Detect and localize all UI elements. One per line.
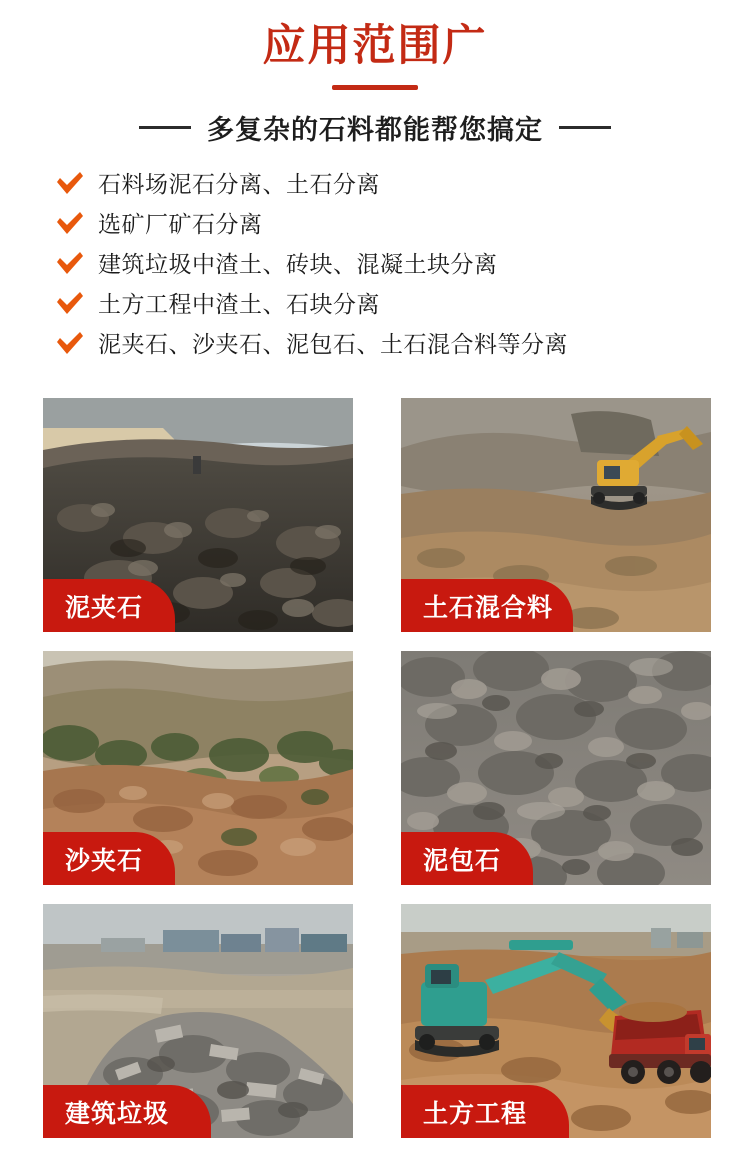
page-subtitle: 多复杂的石料都能帮您搞定 <box>207 115 543 146</box>
check-icon <box>56 211 84 237</box>
list-item-label: 石料场泥石分离、土石分离 <box>98 170 380 197</box>
gallery-caption: 建筑垃圾 <box>43 1085 211 1138</box>
gallery-item <box>43 398 353 632</box>
gallery-item <box>401 904 711 1138</box>
gallery-caption: 土方工程 <box>401 1085 569 1138</box>
check-icon <box>56 171 84 197</box>
list-item <box>56 289 750 319</box>
list-item-label: 泥夹石、沙夹石、泥包石、土石混合料等分离 <box>98 330 568 357</box>
gallery-caption: 泥包石 <box>401 832 533 885</box>
photo-gallery <box>43 398 711 1138</box>
gallery-item <box>43 651 353 885</box>
subtitle-dash-right <box>559 126 611 129</box>
list-item <box>56 209 750 239</box>
page-title: 应用范围广 <box>262 22 488 70</box>
list-item <box>56 249 750 279</box>
gallery-caption: 泥夹石 <box>43 579 175 632</box>
gallery-caption: 土石混合料 <box>401 579 573 632</box>
subtitle-row <box>0 108 750 147</box>
list-item-label: 建筑垃圾中渣土、砖块、混凝土块分离 <box>98 250 498 277</box>
gallery-item <box>401 651 711 885</box>
check-icon <box>56 331 84 357</box>
check-icon <box>56 291 84 317</box>
title-underline <box>332 85 418 90</box>
gallery-item <box>43 904 353 1138</box>
feature-list <box>0 169 750 359</box>
list-item <box>56 169 750 199</box>
check-icon <box>56 251 84 277</box>
list-item-label: 土方工程中渣土、石块分离 <box>98 290 380 317</box>
list-item <box>56 329 750 359</box>
gallery-item <box>401 398 711 632</box>
list-item-label: 选矿厂矿石分离 <box>98 210 263 237</box>
gallery-caption: 沙夹石 <box>43 832 175 885</box>
subtitle-dash-left <box>139 126 191 129</box>
page-header <box>0 0 750 147</box>
